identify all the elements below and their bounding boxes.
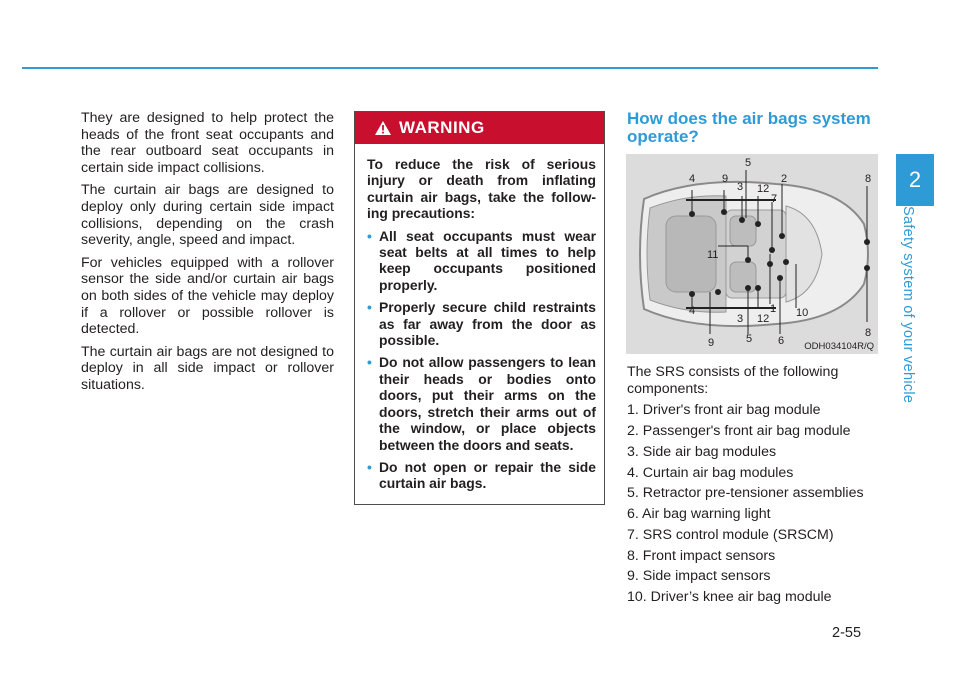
warning-box bbox=[354, 111, 605, 505]
callout-number: 3 bbox=[737, 313, 744, 325]
warning-icon bbox=[375, 121, 391, 135]
callout-number: 5 bbox=[745, 157, 752, 169]
warning-header bbox=[355, 112, 604, 144]
paragraph: For vehicles equipped with a rollover sensor the side and/or curtain air bags on both sides of the vehicle may deploy if a rollover or possible rollover is detected. bbox=[81, 254, 334, 338]
list-item: 10. Driver’s knee air bag module bbox=[627, 589, 832, 606]
warning-item: • Do not open or repair the side curtain air bags. bbox=[367, 458, 596, 492]
chapter-label bbox=[900, 206, 926, 406]
paragraph: They are designed to help protect the heads of the front seat occupants and the rear outboard seat occupants in certain side impact collisions. bbox=[81, 110, 334, 176]
bullet-icon: • bbox=[367, 458, 372, 475]
warning-body bbox=[355, 144, 604, 492]
callout-number: 1 bbox=[770, 303, 777, 315]
list-item: 8. Front impact sensors bbox=[627, 547, 776, 564]
page-number: 2-55 bbox=[832, 625, 862, 641]
list-item: 2. Passenger's front air bag module bbox=[627, 422, 851, 439]
callout-number: 6 bbox=[778, 335, 785, 347]
chapter-number: 2 bbox=[908, 167, 922, 192]
list-item: 4. Curtain air bag modules bbox=[627, 464, 794, 481]
callout-number: 5 bbox=[746, 333, 753, 345]
warning-item: • Do not allow passengers to lean their heads or bodies onto doors, put their arms on the doors, stretch their arms out of the window, or place objects between the doors and seats. bbox=[367, 354, 596, 453]
airbag-system-figure bbox=[626, 154, 878, 354]
warning-intro: To reduce the risk of serious injury or death from inflating curtain air bags, take the follow-ing precautions: bbox=[367, 156, 596, 222]
list-item: 9. Side impact sensors bbox=[627, 568, 771, 585]
callout-number: 4 bbox=[689, 305, 696, 317]
section-title: How does the air bags system operate? bbox=[627, 109, 871, 146]
callout-number: 9 bbox=[722, 173, 729, 185]
warning-list bbox=[367, 228, 596, 492]
list-item: 3. Side air bag modules bbox=[627, 443, 777, 460]
callout-number: 12 bbox=[757, 183, 770, 195]
chapter-title: Safety system of your vehicle bbox=[900, 206, 916, 404]
components-intro: The SRS consists of the following components: bbox=[627, 364, 839, 397]
callout-number: 11 bbox=[707, 249, 719, 261]
list-item: 1. Driver's front air bag module bbox=[627, 402, 821, 419]
right-column bbox=[627, 364, 879, 610]
list-item: 6. Air bag warning light bbox=[627, 506, 771, 523]
figure-code: ODH034104R/Q bbox=[804, 341, 874, 352]
warning-item: • All seat occupants must wear seat belts at all times to help keep occupants positioned properly. bbox=[367, 227, 596, 293]
callout-number: 7 bbox=[771, 193, 778, 205]
callout-number: 9 bbox=[708, 337, 715, 349]
list-item: 5. Retractor pre-tensioner assemblies bbox=[627, 485, 864, 502]
chapter-tab bbox=[896, 154, 934, 206]
left-column bbox=[81, 110, 334, 400]
components-list bbox=[627, 402, 879, 606]
car-top-view-illustration bbox=[626, 154, 878, 354]
callout-number: 4 bbox=[689, 173, 696, 185]
callout-number: 2 bbox=[781, 173, 788, 185]
callout-number: 12 bbox=[757, 313, 770, 325]
warning-item: • Properly secure child restraints as far away from the door as possible. bbox=[367, 299, 596, 349]
bullet-icon: • bbox=[367, 299, 372, 316]
callout-number: 3 bbox=[737, 181, 744, 193]
callout-number: 8 bbox=[865, 327, 872, 339]
warning-title: WARNING bbox=[399, 118, 485, 137]
paragraph: The curtain air bags are designed to deploy only during certain side impact collisions, depending on the crash severity, angle, speed and impact. bbox=[81, 182, 334, 249]
callout-number: 10 bbox=[796, 307, 809, 319]
paragraph: The curtain air bags are not designed to deploy in all side impact or rollover situations. bbox=[81, 343, 334, 393]
callout-number: 8 bbox=[865, 173, 872, 185]
top-rule bbox=[22, 67, 878, 69]
bullet-icon: • bbox=[367, 227, 372, 244]
list-item: 7. SRS control module (SRSCM) bbox=[627, 526, 834, 543]
bullet-icon: • bbox=[367, 354, 372, 371]
